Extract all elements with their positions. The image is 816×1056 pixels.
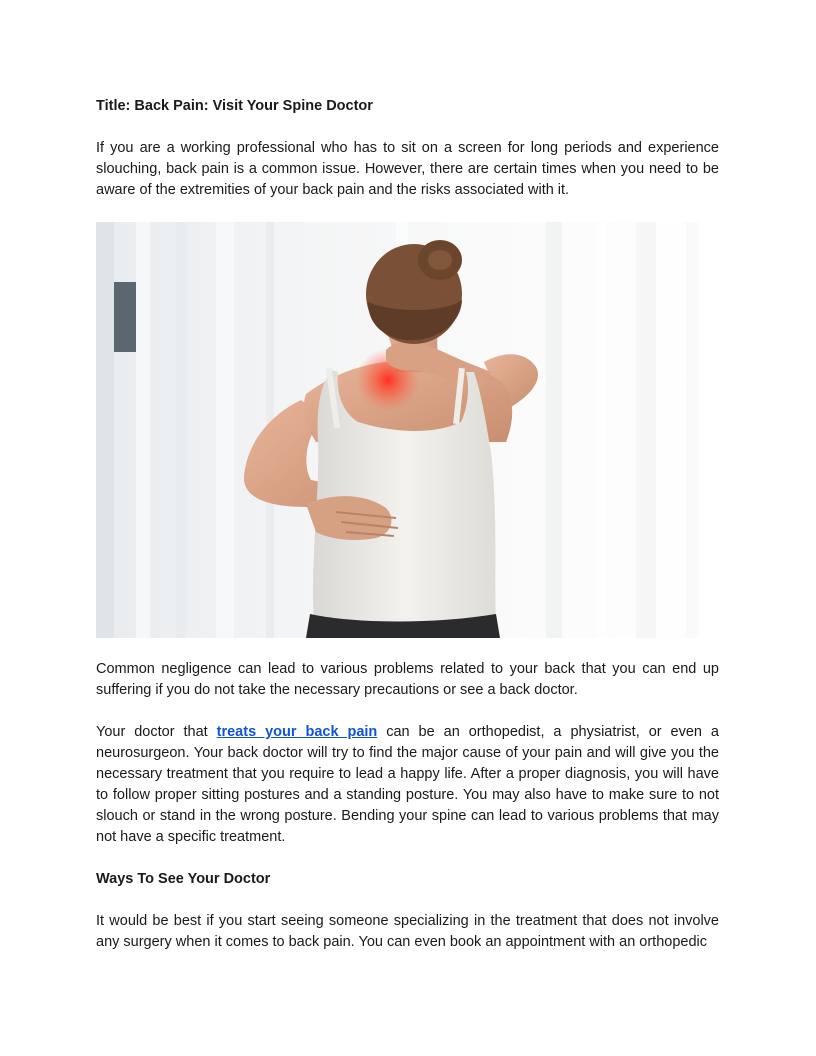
intro-paragraph: If you are a working professional who has to sit on a screen for long periods and experience slouching, back pain is a common issue. However, there are certain times when you need to be aware of the extremities of your back pain and the risks associated with it. — [96, 140, 719, 198]
section-heading-ways: Ways To See Your Doctor — [96, 871, 271, 887]
woman-back-neck-pain-photo — [96, 222, 719, 638]
doctor-paragraph — [96, 722, 719, 848]
treats-back-pain-link[interactable]: treats your back pain — [216, 724, 378, 740]
doctor-paragraph-rest: can be an orthopedist, a physiatrist, or even a neurosurgeon. Your back doctor will try to find the major cause of your pain and will give you the necessary treatment that you require to lead a happy life. After a proper diagnosis, you will have to follow proper sitting postures and a standing posture. You may also have to make sure to not slouch or stand in the wrong posture. Bending your spine can lead to various problems that may not have a specific treatment. — [96, 724, 719, 845]
doctor-paragraph-lead: Your doctor that — [96, 724, 217, 740]
document-page — [96, 96, 719, 953]
negligence-paragraph: Common negligence can lead to various problems related to your back that you can end up suffering if you do not take the necessary precautions or see a back doctor. — [96, 661, 719, 698]
ways-paragraph: It would be best if you start seeing someone specializing in the treatment that does not involve any surgery when it comes to back pain. You can even book an appointment with an orthopedic — [96, 913, 719, 950]
document-title: Title: Back Pain: Visit Your Spine Doctor — [96, 98, 373, 114]
